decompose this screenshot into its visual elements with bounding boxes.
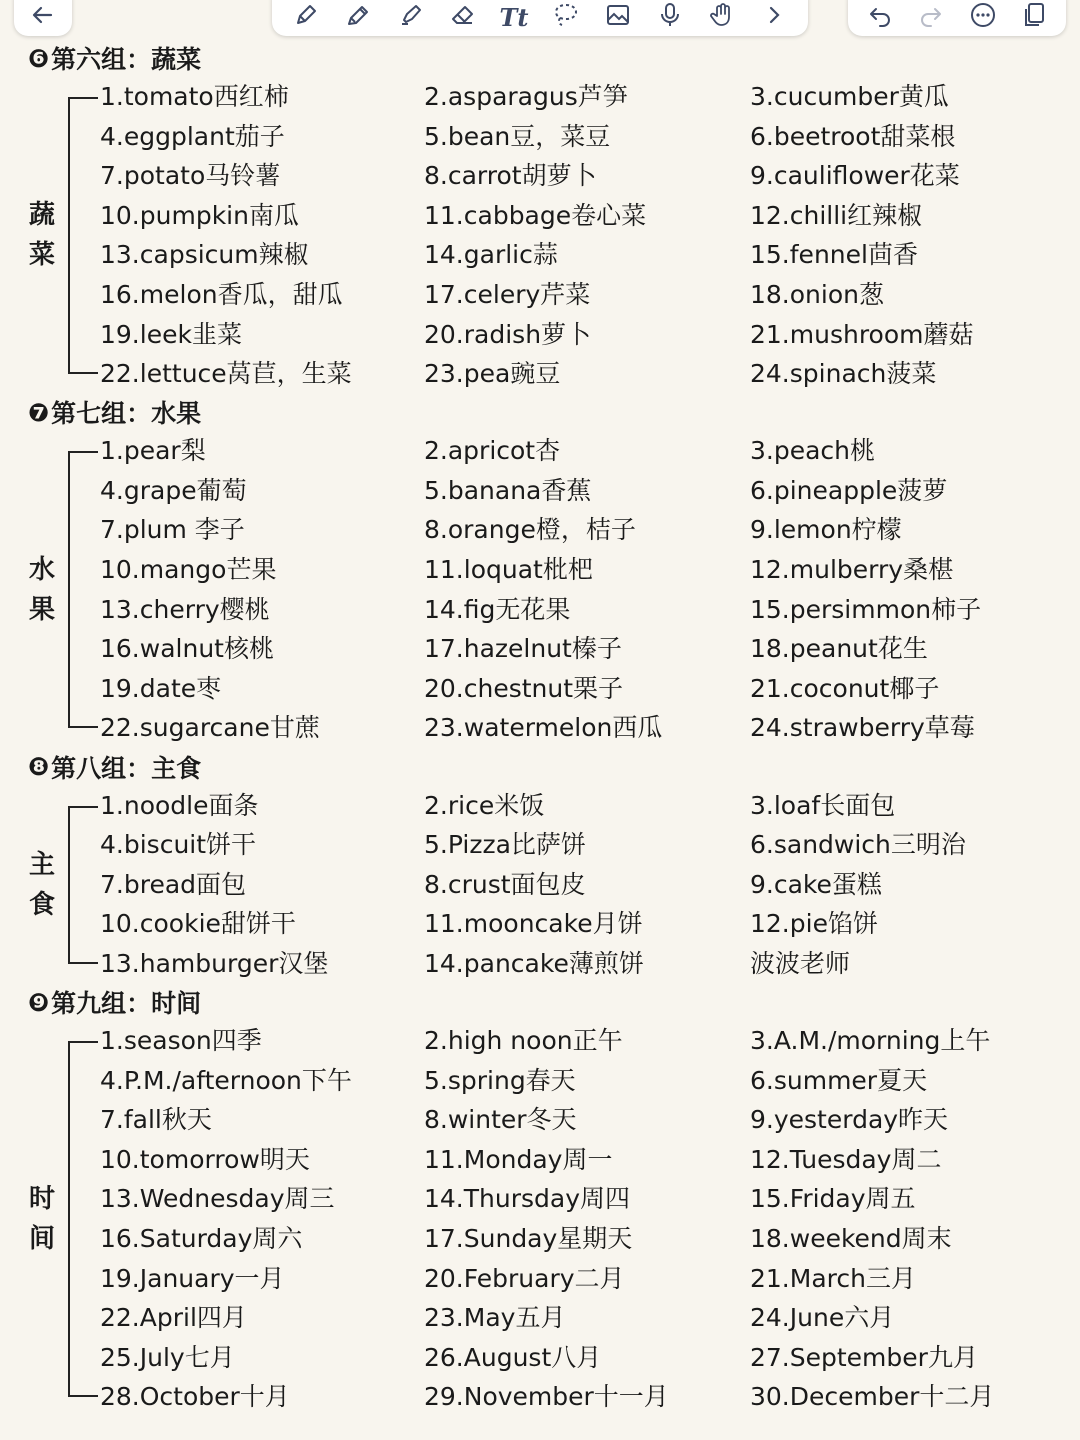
vocab-item: 1.noodle面条: [100, 790, 259, 820]
chevron-right-button[interactable]: [754, 0, 794, 35]
vocab-item: 21.coconut椰子: [750, 673, 940, 703]
section-title-text: 第九组：时间: [51, 989, 202, 1019]
section-title: [28, 40, 201, 76]
back-arrow-button[interactable]: [23, 0, 63, 35]
vocab-row: [0, 117, 1080, 157]
vocab-item: 29.November十一月: [424, 1382, 669, 1412]
vocab-item: 5.spring春天: [424, 1065, 576, 1095]
vocab-item: 21.March三月: [750, 1263, 916, 1293]
section-title-text: 第七组：水果: [51, 399, 202, 429]
vocab-row: [0, 510, 1080, 550]
redo-icon: [917, 1, 945, 33]
vocab-item: 20.February二月: [424, 1263, 625, 1293]
vocab-item: 11.mooncake月饼: [424, 909, 643, 939]
vocab-item: 16.walnut核桃: [100, 634, 274, 664]
vocab-item: 5.Pizza比萨饼: [424, 830, 586, 860]
vocab-row: [0, 1100, 1080, 1140]
vocab-item: 25.July七月: [100, 1342, 235, 1372]
vocab-item: 10.cookie甜饼干: [100, 909, 296, 939]
vocab-item: 30.December十二月: [750, 1382, 995, 1412]
vocab-item: 7.fall秋天: [100, 1105, 212, 1135]
eraser-icon: [448, 1, 476, 33]
vocab-item: 17.Sunday星期天: [424, 1224, 633, 1254]
vocab-item: 7.potato马铃薯: [100, 161, 281, 191]
vocab-row: [0, 629, 1080, 669]
vocab-row: [0, 708, 1080, 748]
undo-button[interactable]: [860, 0, 900, 35]
more-icon: [969, 1, 997, 33]
highlighter-icon: [396, 1, 424, 33]
chevron-right-icon: [760, 1, 788, 33]
vocab-row: [0, 865, 1080, 905]
redo-button[interactable]: [911, 0, 951, 35]
vocab-item: 24.spinach菠菜: [750, 359, 937, 389]
vocab-item: 10.mango芒果: [100, 555, 277, 585]
vocab-item: 27.September九月: [750, 1342, 978, 1372]
vocab-item: 20.chestnut栗子: [424, 673, 624, 703]
toolbar-left-group: [14, 0, 72, 36]
toolbar: [0, 0, 1080, 40]
microphone-button[interactable]: [650, 0, 690, 35]
vocab-row: [0, 669, 1080, 709]
section-number: ❻: [28, 43, 50, 73]
vocab-item: 23.pea豌豆: [424, 359, 561, 389]
vocab-item: 3.peach桃: [750, 436, 876, 466]
vocab-row: [0, 1061, 1080, 1101]
vocab-item: 19.date枣: [100, 673, 222, 703]
vocab-item: 18.peanut花生: [750, 634, 928, 664]
vocab-item: 7.plum 李子: [100, 515, 245, 545]
vocab-item: 5.bean豆，菜豆: [424, 121, 611, 151]
vocab-item: 22.April四月: [100, 1303, 247, 1333]
vocab-row: [0, 904, 1080, 944]
vocab-item: 8.carrot胡萝卜: [424, 161, 597, 191]
vocab-item: 26.August八月: [424, 1342, 602, 1372]
vocab-row: [0, 77, 1080, 117]
category-char: 果: [28, 594, 55, 625]
vocab-item: 14.Thursday周四: [424, 1184, 631, 1214]
highlighter-button[interactable]: [390, 0, 430, 35]
pen-button[interactable]: [286, 0, 326, 35]
vocab-row: [0, 354, 1080, 394]
vocab-item: 13.cherry樱桃: [100, 594, 270, 624]
vocab-item: 17.hazelnut榛子: [424, 634, 622, 664]
vocab-item: 8.orange橙，桔子: [424, 515, 636, 545]
vocab-item: 1.pear梨: [100, 436, 206, 466]
vocab-row: [0, 1338, 1080, 1378]
vocab-item: 24.June六月: [750, 1303, 895, 1333]
vocab-row: [0, 550, 1080, 590]
vocab-item: 8.crust面包皮: [424, 869, 586, 899]
vocab-item: 16.melon香瓜，甜瓜: [100, 280, 343, 309]
section-title: [28, 984, 201, 1020]
category-char: 间: [28, 1224, 55, 1255]
vocab-item: 7.bread面包: [100, 869, 247, 899]
vocab-item: 4.eggplant茄子: [100, 121, 285, 151]
vocab-item: 4.P.M./afternoon下午: [100, 1065, 352, 1095]
pages-icon: [1020, 1, 1048, 33]
vocab-item: 17.celery芹菜: [424, 280, 591, 309]
vocab-item: 3.cucumber黄瓜: [750, 82, 949, 111]
vocab-item: 3.A.M./morning上午: [750, 1026, 991, 1056]
vocab-row: [0, 315, 1080, 355]
vocab-row: [0, 275, 1080, 315]
category-char: 水: [28, 554, 55, 585]
vocab-row: [0, 590, 1080, 630]
vocab-item: 2.rice米饭: [424, 790, 545, 820]
vocab-row: [0, 1219, 1080, 1259]
vocab-row: [0, 156, 1080, 196]
section-title-text: 第六组：蔬菜: [51, 45, 202, 74]
pen-icon: [292, 1, 320, 33]
category-char: 时: [28, 1184, 55, 1215]
vocab-item: 24.strawberry草莓: [750, 713, 975, 743]
vocab-row: [0, 944, 1080, 984]
vocab-item: 14.fig无花果: [424, 594, 571, 624]
vocab-item: 3.loaf长面包: [750, 790, 896, 820]
vocab-item: 10.pumpkin南瓜: [100, 200, 299, 230]
eraser-button[interactable]: [442, 0, 482, 35]
more-button[interactable]: [963, 0, 1003, 35]
vocab-item: 13.capsicum辣椒: [100, 240, 309, 270]
section-number: ❼: [28, 397, 50, 427]
lasso-icon: [552, 1, 580, 33]
vocab-item: 23.May五月: [424, 1303, 566, 1333]
vocab-item: 9.cauliflower花菜: [750, 161, 960, 191]
undo-icon: [866, 1, 894, 33]
vocab-item: 12.Tuesday周二: [750, 1144, 942, 1174]
vocab-item: 4.grape葡萄: [100, 475, 247, 505]
vocab-item: 6.summer夏天: [750, 1065, 928, 1095]
vocab-item: 20.radish萝卜: [424, 319, 592, 349]
vocab-item: 2.apricot杏: [424, 436, 561, 466]
vocab-item: 21.mushroom蘑菇: [750, 319, 974, 349]
vocab-row: [0, 431, 1080, 471]
text-tool-button[interactable]: [494, 0, 534, 35]
vocab-item: 2.asparagus芦笋: [424, 82, 628, 111]
vocab-item: 14.garlic蒜: [424, 240, 558, 270]
vocab-item: 13.Wednesday周三: [100, 1184, 335, 1214]
vocab-item: 10.tomorrow明天: [100, 1144, 310, 1174]
pencil-button[interactable]: [338, 0, 378, 35]
vocab-item: 28.October十月: [100, 1382, 290, 1412]
lasso-button[interactable]: [546, 0, 586, 35]
vocab-item: 6.beetroot甜菜根: [750, 121, 956, 151]
category-char: 菜: [28, 240, 55, 271]
vocab-item: 1.tomato西红柿: [100, 82, 289, 111]
vocab-item: 18.onion葱: [750, 280, 884, 309]
image-button[interactable]: [598, 0, 638, 35]
vocab-item: 11.Monday周一: [424, 1144, 613, 1174]
category-char: 食: [28, 889, 55, 920]
hand-button[interactable]: [702, 0, 742, 35]
vocab-item: 12.mulberry桑椹: [750, 555, 954, 585]
vocab-item: 15.fennel茴香: [750, 240, 918, 270]
pages-button[interactable]: [1014, 0, 1054, 35]
vocab-item: 19.January一月: [100, 1263, 285, 1293]
vocab-row: [0, 1021, 1080, 1061]
vocab-row: [0, 471, 1080, 511]
vocab-item: 18.weekend周末: [750, 1224, 952, 1254]
hand-icon: [708, 1, 736, 33]
vocab-item: 4.biscuit饼干: [100, 830, 257, 860]
category-char: 蔬: [28, 200, 55, 231]
vocab-item: 9.yesterday昨天: [750, 1105, 949, 1135]
image-icon: [604, 1, 632, 33]
section-title: [28, 749, 201, 785]
vocab-item: 9.lemon柠檬: [750, 515, 902, 545]
vocab-row: [0, 1140, 1080, 1180]
back-arrow-icon: [29, 1, 57, 33]
section-number: ❾: [28, 987, 50, 1017]
vocab-item: 波波老师: [750, 948, 851, 978]
vocab-item: 22.sugarcane甘蔗: [100, 713, 320, 743]
vocab-row: [0, 235, 1080, 275]
section-title: [28, 394, 201, 430]
section-title-text: 第八组：主食: [51, 753, 202, 783]
text-tool-icon: Tt: [499, 2, 529, 32]
vocab-row: [0, 1259, 1080, 1299]
vocab-item: 11.cabbage卷心菜: [424, 200, 647, 230]
vocab-item: 23.watermelon西瓜: [424, 713, 663, 743]
vocab-item: 14.pancake薄煎饼: [424, 948, 644, 978]
toolbar-right-group: [848, 0, 1066, 36]
vocab-item: 13.hamburger汉堡: [100, 948, 329, 978]
vocab-item: 22.lettuce莴苣，生菜: [100, 359, 352, 389]
vocab-item: 9.cake蛋糕: [750, 869, 882, 899]
vocab-item: 6.pineapple菠萝: [750, 475, 948, 505]
vocab-item: 19.leek韭菜: [100, 319, 242, 349]
vocab-row: [0, 1179, 1080, 1219]
vocab-item: 2.high noon正午: [424, 1026, 623, 1056]
section-number: ❽: [28, 752, 50, 782]
vocab-row: [0, 1377, 1080, 1417]
category-char: 主: [28, 849, 55, 880]
vocab-row: [0, 1298, 1080, 1338]
vocab-item: 12.chilli红辣椒: [750, 200, 923, 230]
vocab-item: 15.persimmon柿子: [750, 594, 982, 624]
microphone-icon: [656, 1, 684, 33]
vocab-item: 5.banana香蕉: [424, 475, 592, 505]
vocab-item: 1.season四季: [100, 1026, 262, 1056]
vocab-item: 12.pie馅饼: [750, 909, 878, 939]
vocab-item: 8.winter冬天: [424, 1105, 577, 1135]
pencil-icon: [344, 1, 372, 33]
vocab-item: 6.sandwich三明治: [750, 830, 966, 860]
vocab-row: [0, 825, 1080, 865]
vocab-item: 11.loquat枇杷: [424, 555, 593, 585]
vocab-row: [0, 196, 1080, 236]
toolbar-tools-group: [272, 0, 808, 36]
vocab-item: 16.Saturday周六: [100, 1224, 303, 1254]
vocab-row: [0, 786, 1080, 826]
vocab-item: 15.Friday周五: [750, 1184, 916, 1214]
